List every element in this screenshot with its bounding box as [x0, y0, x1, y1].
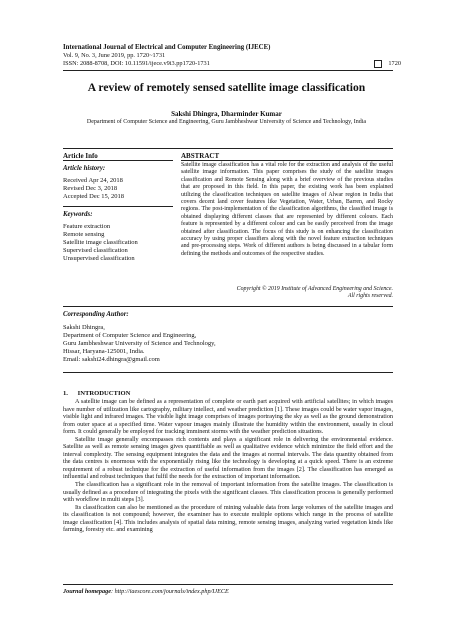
keyword-item: Satellite image classification	[63, 239, 138, 246]
body-paragraph: Satellite image generally encompasses rich contents and plays a significant role in delivering the environmental evidence. Satellite as well as remote sensing images gives quantifiable as well as qualitative evidence which minimize the field effort and the interval complexity. The sensing equipment integrates the data and the images at normal intervals. The data quantity obtained from the data centres is enormous with the exponentially rising like the technology is developing at a quick speed. There is an extreme requirement of a robust technique for the extraction of useful information from the images [2]. The classification has emerged as influential and robust techniques that fulfil the needs for the extraction of important information.	[63, 436, 393, 481]
corresponding-bottom-rule	[63, 372, 393, 373]
corresponding-top-rule	[63, 306, 393, 307]
square-bullet-icon	[374, 60, 382, 68]
copyright-notice	[181, 286, 393, 301]
body-paragraph: Its classification can also be mentioned as the procedure of mining valuable data from large volumes of the satellite images and its classification is not compound; however, the examiner has to execute multiple options which range in the process of satellite image classification [4]. This includes analysis of spatial data mining, remote sensing images, analyzing varied vegetation kinds like farming, forestry etc. and examining	[63, 504, 393, 534]
abstract-rule	[181, 160, 393, 161]
abstract-text: Satellite image classification has a vital role for the extraction and analysis of the useful satellite image information. This paper comprises the study of the satellite images classification and Remote Sensing along with a brief overview of the previous studies that are proposed in this field. In this paper, the existing work has been explained utilizing the classification techniques on satellite images of Alwar region in India that covers decent land cover features like Vegetation, Water, Urban, Barren, and Rocky regions. The post-implementation of the classification algorithms, the classified image is obtained displaying different classes that are represented by different colours. Each feature is represented by a different colour and can be easily perceived from the image obtained after classification. The focus of this study is on enhancing the classification accuracy by using proper classifiers along with the novel feature extraction techniques and pre-processing steps. Work of different authors is being discussed in a tabular form defining the methods and outcomes of the respective studies.	[181, 162, 393, 257]
rights-line: All rights reserved.	[347, 293, 393, 300]
article-info-heading: Article Info	[63, 152, 98, 160]
section-heading	[63, 390, 393, 397]
corresponding-university: Guru Jambheshwar University of Science and Technology,	[63, 340, 216, 347]
header-rule	[63, 70, 393, 71]
author-affiliation: Department of Computer Science and Engineering, Guru Jambheshwar University of Science and Technology, India	[86, 119, 367, 125]
corresponding-email: Email: sakshi24.dhingra@gmail.com	[63, 356, 160, 363]
footer-url[interactable]: http://iaescore.com/journals/index.php/IJECE	[114, 588, 229, 595]
paper-authors: Sakshi Dhingra, Dharminder Kumar	[171, 110, 282, 118]
article-history-label: Article history:	[63, 165, 106, 172]
body-paragraph: A satellite image can be defined as a representation of complete or earth part acquired with artificial satellites; in which images have number of utilization like cartography, military intellect, and weather prediction [1]. These images could be water vapor images, visible light and infrared images. The visible light image comprises of images portraying the sky as well as the ground demonstration from outer space at a specified time. Water vapour images mainly illustrate the humidity within the environment, usually in cloud form. It could generally be employed for tracking imminent storms with the weather prediction situations.	[63, 399, 393, 436]
keyword-item: Remote sensing	[63, 231, 105, 238]
keyword-item: Unsupervised classification	[63, 255, 135, 262]
footer-label: Journal homepage	[63, 588, 111, 595]
journal-volume: Vol. 9, No. 3, June 2019, pp. 1720~1731	[63, 52, 166, 59]
keyword-item: Feature extraction	[63, 223, 111, 230]
keywords-rule	[63, 206, 173, 207]
page-number: 1720	[388, 60, 401, 67]
journal-issn: ISSN: 2088-8708, DOI: 10.11591/ijece.v9i3.pp1720-1731	[63, 60, 210, 67]
footer-rule	[63, 584, 393, 585]
journal-footer: Journal homepage: http://iaescore.com/journals/index.php/IJECE	[63, 588, 229, 595]
journal-header	[63, 44, 401, 68]
info-top-rule	[63, 148, 393, 149]
keywords	[63, 211, 173, 263]
corresponding-department: Department of Computer Science and Engineering,	[63, 332, 197, 339]
article-info-rule	[63, 160, 173, 161]
corresponding-author	[63, 311, 393, 364]
keywords-label: Keywords:	[63, 211, 93, 218]
journal-name: International Journal of Electrical and Computer Engineering (IJECE)	[63, 44, 271, 51]
keyword-item: Supervised classification	[63, 247, 128, 254]
copyright-line: Copyright © 2019 Institute of Advanced Engineering and Science.	[236, 286, 393, 292]
section-title: INTRODUCTION	[77, 390, 131, 397]
corresponding-address: Hissar, Haryana-125001, India.	[63, 348, 145, 355]
corresponding-name: Sakshi Dhingra,	[63, 324, 105, 331]
corresponding-label: Corresponding Author:	[63, 311, 129, 318]
body-text	[63, 399, 393, 535]
history-accepted: Accepted Dec 15, 2018	[63, 193, 125, 200]
article-history	[63, 165, 173, 201]
abstract-heading: ABSTRACT	[181, 152, 220, 160]
paper-title: A review of remotely sensed satellite image classification	[87, 81, 366, 94]
section-number: 1.	[63, 390, 68, 397]
body-paragraph: The classification has a significant role in the removal of important information from the satellite images. The classification is usually defined as a procedure of integrating the pixels with the significant classes. This classification process is generally performed with workflow in multi steps [3].	[63, 482, 393, 504]
history-received: Received Apr 24, 2018	[63, 177, 123, 184]
history-revised: Revised Dec 3, 2018	[63, 185, 118, 192]
